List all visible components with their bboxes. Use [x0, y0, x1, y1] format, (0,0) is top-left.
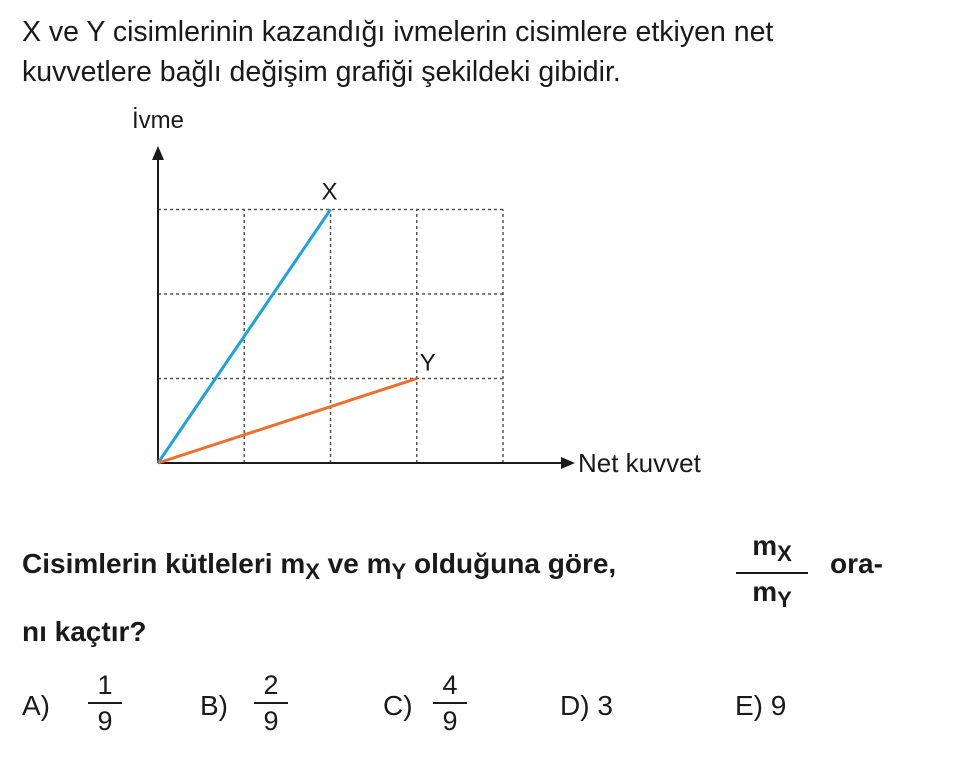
option-d-label: D) 3 — [560, 690, 613, 721]
series-line-y — [158, 379, 417, 464]
series-label-y: Y — [419, 349, 436, 377]
option-b-bar — [254, 702, 288, 704]
question-part-2: ve m — [319, 548, 392, 579]
chart-series — [158, 179, 436, 464]
option-c-denominator: 9 — [442, 706, 458, 736]
question-sub-y: Y — [391, 559, 407, 584]
option-c-label: C) — [383, 690, 413, 721]
y-axis-label: İvme — [132, 107, 185, 134]
chart-grid — [158, 210, 503, 464]
option-e-label: E) 9 — [735, 690, 787, 721]
intro-line-2: kuvvetlere bağlı değişim grafiği şekildeki gibidir. — [22, 56, 621, 88]
x-axis-arrow-icon — [561, 457, 575, 469]
x-axis-label: Net kuvvet — [578, 448, 701, 478]
fraction-denominator-m: m — [752, 576, 778, 607]
question-part-1: Cisimlerin kütleleri m — [22, 548, 306, 579]
option-b-label: B) — [200, 690, 228, 721]
fraction-numerator — [736, 530, 808, 570]
question-text — [22, 548, 616, 585]
option-c-numerator: 4 — [442, 670, 458, 700]
fraction-numerator-m: m — [752, 530, 778, 561]
option-c-fraction — [433, 670, 467, 736]
option-a-numerator: 1 — [97, 670, 113, 700]
question-tail: ora- — [830, 548, 883, 579]
option-a-bar — [88, 702, 122, 704]
option-a-label: A) — [22, 690, 50, 721]
option-a-denominator: 9 — [97, 706, 113, 736]
option-b-numerator: 2 — [263, 670, 279, 700]
fraction-bar — [736, 572, 808, 574]
option-c-bar — [433, 702, 467, 704]
intro-line-1: X ve Y cisimlerinin kazandığı ivmelerin cisimlere etkiyen net — [22, 16, 774, 48]
question-part-3: olduğuna göre, — [406, 548, 617, 579]
fraction-denominator-sub: Y — [777, 587, 792, 612]
question-sub-x: X — [305, 559, 320, 584]
series-label-x: X — [321, 178, 338, 206]
option-b-denominator: 9 — [263, 706, 279, 736]
mass-ratio-fraction — [736, 530, 808, 616]
fraction-numerator-sub: X — [777, 541, 792, 566]
question-line-2: nı kaçtır? — [22, 616, 147, 647]
fraction-denominator — [736, 576, 808, 616]
option-b-fraction — [254, 670, 288, 736]
option-a-fraction — [88, 670, 122, 736]
y-axis-arrow-icon — [152, 146, 164, 160]
